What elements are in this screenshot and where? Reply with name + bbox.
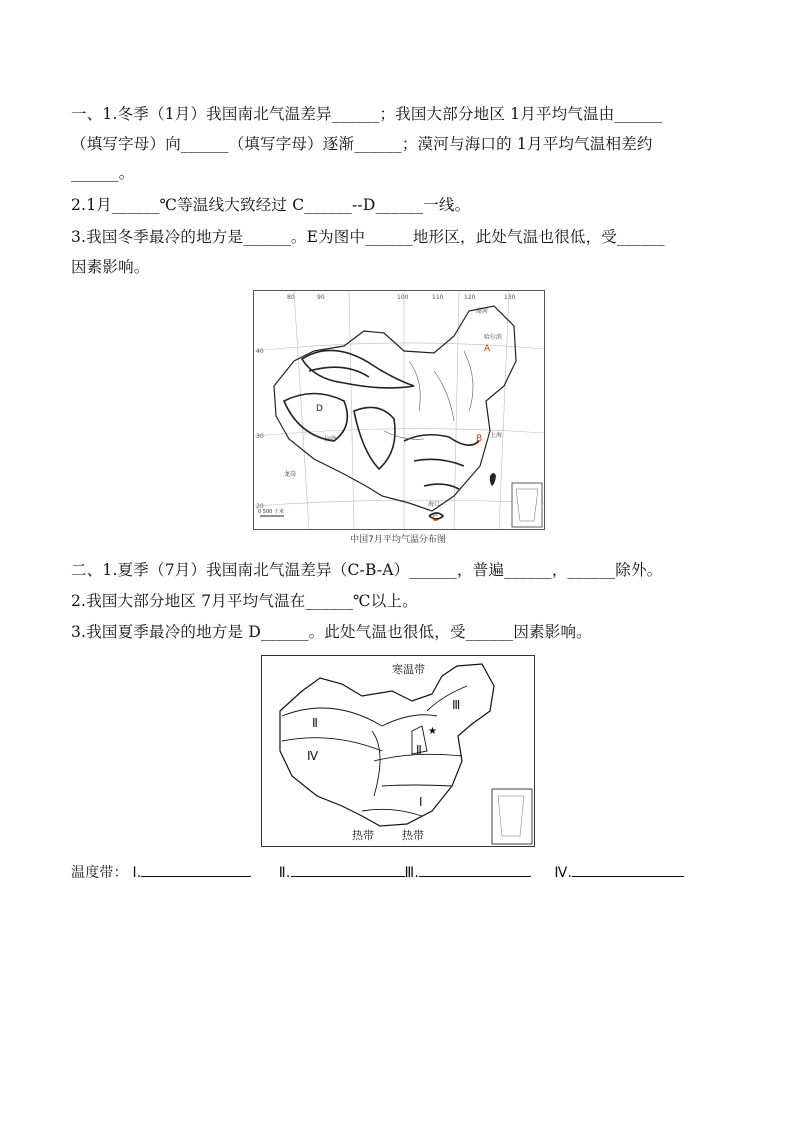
zone-label-tropic-right: 热带 (402, 829, 424, 842)
q3-line2: 因素影响。 (71, 258, 150, 276)
zone-roman-2-west: Ⅱ (312, 716, 318, 730)
q1-line1: 一、1.冬季（1月）我国南北气温差异______；我国大部分地区 1月平均气温由______ (71, 105, 663, 123)
map1-lon-100: 100 (397, 294, 409, 301)
answer-blank-2[interactable] (291, 862, 405, 877)
q3-line1: 3.我国冬季最冷的地方是______。E为图中______地形区，此处气温也很低，受______ (71, 228, 665, 246)
answer-prefix: 温度带： (71, 865, 128, 881)
map1-letter-b: B (476, 434, 483, 444)
s2-q2-line: 2.我国大部分地区 7月平均气温在______℃以上。 (71, 592, 418, 610)
answer-label-2: Ⅱ. (278, 865, 291, 881)
answer-blank-3[interactable] (419, 862, 531, 877)
answer-label-1: Ⅰ. (132, 865, 142, 881)
map1-letter-d: D (316, 404, 323, 414)
map1-place-lhasa: 拉萨 (324, 436, 337, 443)
map1-lat-40: 40 (256, 348, 264, 355)
map1-lon-130: 130 (504, 294, 516, 301)
map1-letter-c: C (432, 514, 439, 524)
answer-label-4: Ⅳ. (554, 865, 573, 881)
s2-q3-line: 3.我国夏季最冷的地方是 D______。此处气温也很低，受______因素影响。 (71, 623, 592, 641)
map1-place-haikou: 海口 (428, 501, 441, 508)
map1-place-shanghai: 上海 (490, 432, 503, 439)
answer-row (71, 862, 684, 883)
map1-lon-110: 110 (432, 294, 444, 301)
zone-roman-3: Ⅲ (452, 698, 461, 712)
q1-line2: （填写字母）向______（填写字母）逐渐______；漠河与海口的 1月平均气温相差约 (71, 135, 653, 153)
zone-label-tropic-left: 热带 (352, 829, 374, 842)
map1-place-harbin: 哈尔滨 (484, 334, 503, 341)
map1-caption: 中国7月平均气温分布图 (350, 535, 446, 545)
map1-letter-a: A (484, 344, 491, 354)
map1-lon-90: 90 (317, 294, 325, 301)
q1-line3: ______。 (71, 164, 135, 182)
map1-lat-20: 20 (256, 503, 264, 510)
zone-roman-4: Ⅳ (307, 749, 319, 763)
zone-star-icon: ★ (428, 726, 437, 737)
zone-label-cold-temperate: 寒温带 (392, 663, 425, 676)
answer-blank-1[interactable] (141, 862, 251, 877)
map1-place-longgang: 龙岗 (284, 471, 297, 478)
map1-lon-80: 80 (287, 294, 295, 301)
answer-label-3: Ⅲ. (404, 865, 420, 881)
july-map-svg (254, 291, 544, 529)
q2-line: 2.1月______℃等温线大致经过 C______--D______一线。 (71, 196, 471, 214)
map1-lat-30: 30 (256, 433, 264, 440)
zone-map-svg (262, 656, 534, 846)
map1-lon-120: 120 (464, 294, 476, 301)
zone-roman-2-east: Ⅱ (416, 743, 422, 757)
s2-q1-line: 二、1.夏季（7月）我国南北气温差异（C-B-A）______，普遍______，______除外。 (71, 561, 663, 579)
map1-place-mohe: 漠河 (476, 308, 489, 315)
answer-blank-4[interactable] (572, 862, 684, 877)
map1-scale: 0 500 千米 (258, 509, 284, 515)
july-temperature-map (253, 290, 545, 530)
zone-roman-1: Ⅰ (419, 795, 423, 809)
temperature-zone-map (261, 655, 535, 847)
